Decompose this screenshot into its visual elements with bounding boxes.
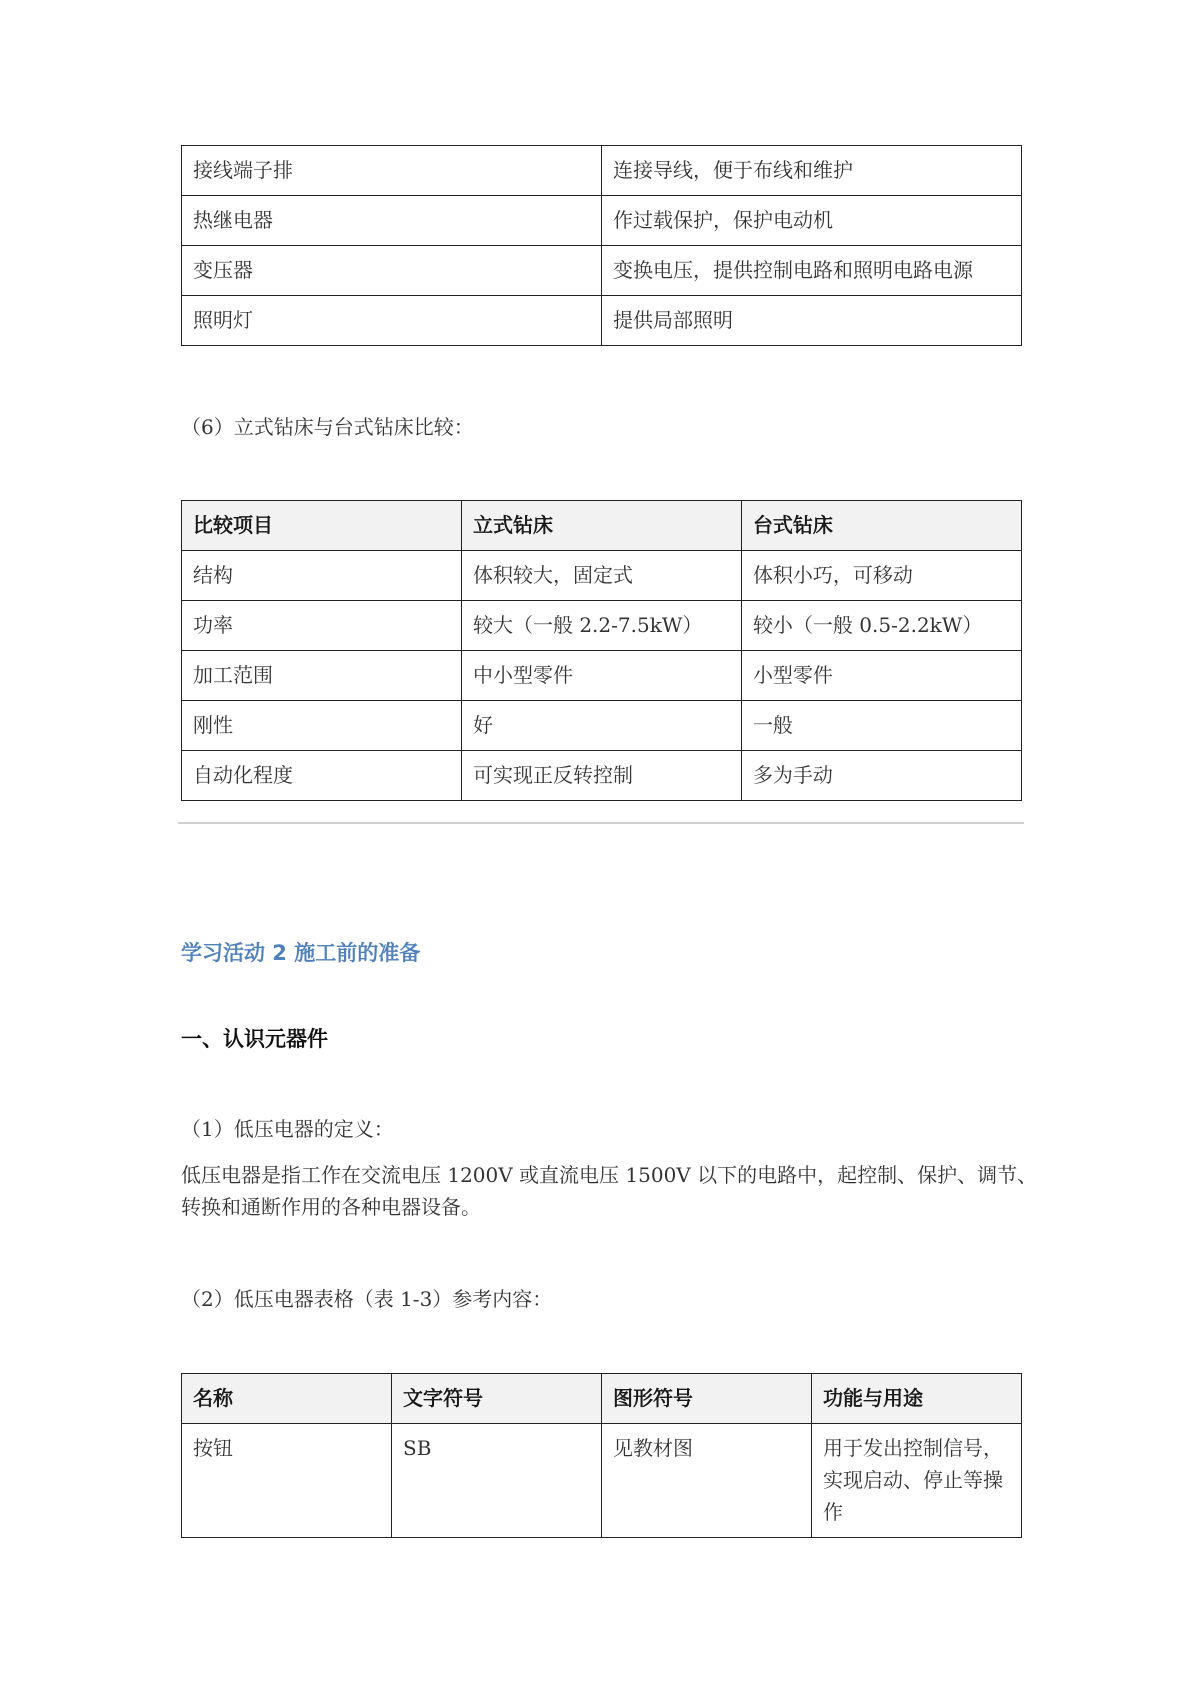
table-cell: 刚性	[182, 701, 462, 751]
table-cell: 变压器	[182, 246, 602, 296]
component-function-table	[181, 145, 1022, 346]
table-cell: 体积较大，固定式	[461, 551, 741, 601]
table-row	[182, 296, 1022, 346]
table-cell: 接线端子排	[182, 146, 602, 196]
column-header: 比较项目	[182, 501, 462, 551]
table-cell: 中小型零件	[461, 651, 741, 701]
section-heading: 一、认识元器件	[181, 1027, 328, 1051]
table-cell: 较大（一般 2.2-7.5kW）	[461, 601, 741, 651]
column-header: 功能与用途	[812, 1374, 1022, 1424]
table-cell: 见教材图	[602, 1424, 812, 1538]
table-cell: 结构	[182, 551, 462, 601]
table-cell: 体积小巧，可移动	[741, 551, 1021, 601]
table-cell: 自动化程度	[182, 751, 462, 801]
column-header: 图形符号	[602, 1374, 812, 1424]
table-cell: 好	[461, 701, 741, 751]
column-header: 文字符号	[392, 1374, 602, 1424]
section-divider	[178, 822, 1024, 824]
table-row	[182, 246, 1022, 296]
table-cell: 较小（一般 0.5-2.2kW）	[741, 601, 1021, 651]
table-cell: 照明灯	[182, 296, 602, 346]
table-row	[182, 651, 1022, 701]
column-header: 立式钻床	[461, 501, 741, 551]
table-cell: 提供局部照明	[602, 296, 1022, 346]
table-cell: 变换电压，提供控制电路和照明电路电源	[602, 246, 1022, 296]
table-cell: 加工范围	[182, 651, 462, 701]
table-cell: 多为手动	[741, 751, 1021, 801]
column-header: 台式钻床	[741, 501, 1021, 551]
components-caption: （2）低压电器表格（表 1-3）参考内容：	[181, 1287, 553, 1311]
definition-caption: （1）低压电器的定义：	[181, 1117, 394, 1141]
table-cell: 功率	[182, 601, 462, 651]
comparison-caption: （6）立式钻床与台式钻床比较：	[181, 415, 474, 439]
table-cell: 连接导线，便于布线和维护	[602, 146, 1022, 196]
column-header: 名称	[182, 1374, 392, 1424]
table-row	[182, 196, 1022, 246]
table-row	[182, 146, 1022, 196]
table-row	[182, 551, 1022, 601]
table-cell: 用于发出控制信号，实现启动、停止等操作	[812, 1424, 1022, 1538]
table-row	[182, 751, 1022, 801]
table-cell: 一般	[741, 701, 1021, 751]
table-cell: 按钮	[182, 1424, 392, 1538]
table-header-row	[182, 501, 1022, 551]
table-cell: 热继电器	[182, 196, 602, 246]
table-cell: 可实现正反转控制	[461, 751, 741, 801]
low-voltage-components-table	[181, 1373, 1022, 1538]
table-row	[182, 701, 1022, 751]
table-cell: SB	[392, 1424, 602, 1538]
definition-text: 低压电器是指工作在交流电压 1200V 或直流电压 1500V 以下的电路中，起控制、保护、调节、转换和通断作用的各种电器设备。	[181, 1163, 1038, 1219]
activity-heading: 学习活动 2 施工前的准备	[181, 941, 421, 965]
drill-comparison-table	[181, 500, 1022, 801]
table-cell: 小型零件	[741, 651, 1021, 701]
table-row	[182, 601, 1022, 651]
table-row	[182, 1424, 1022, 1538]
table-header-row	[182, 1374, 1022, 1424]
table-cell: 作过载保护，保护电动机	[602, 196, 1022, 246]
